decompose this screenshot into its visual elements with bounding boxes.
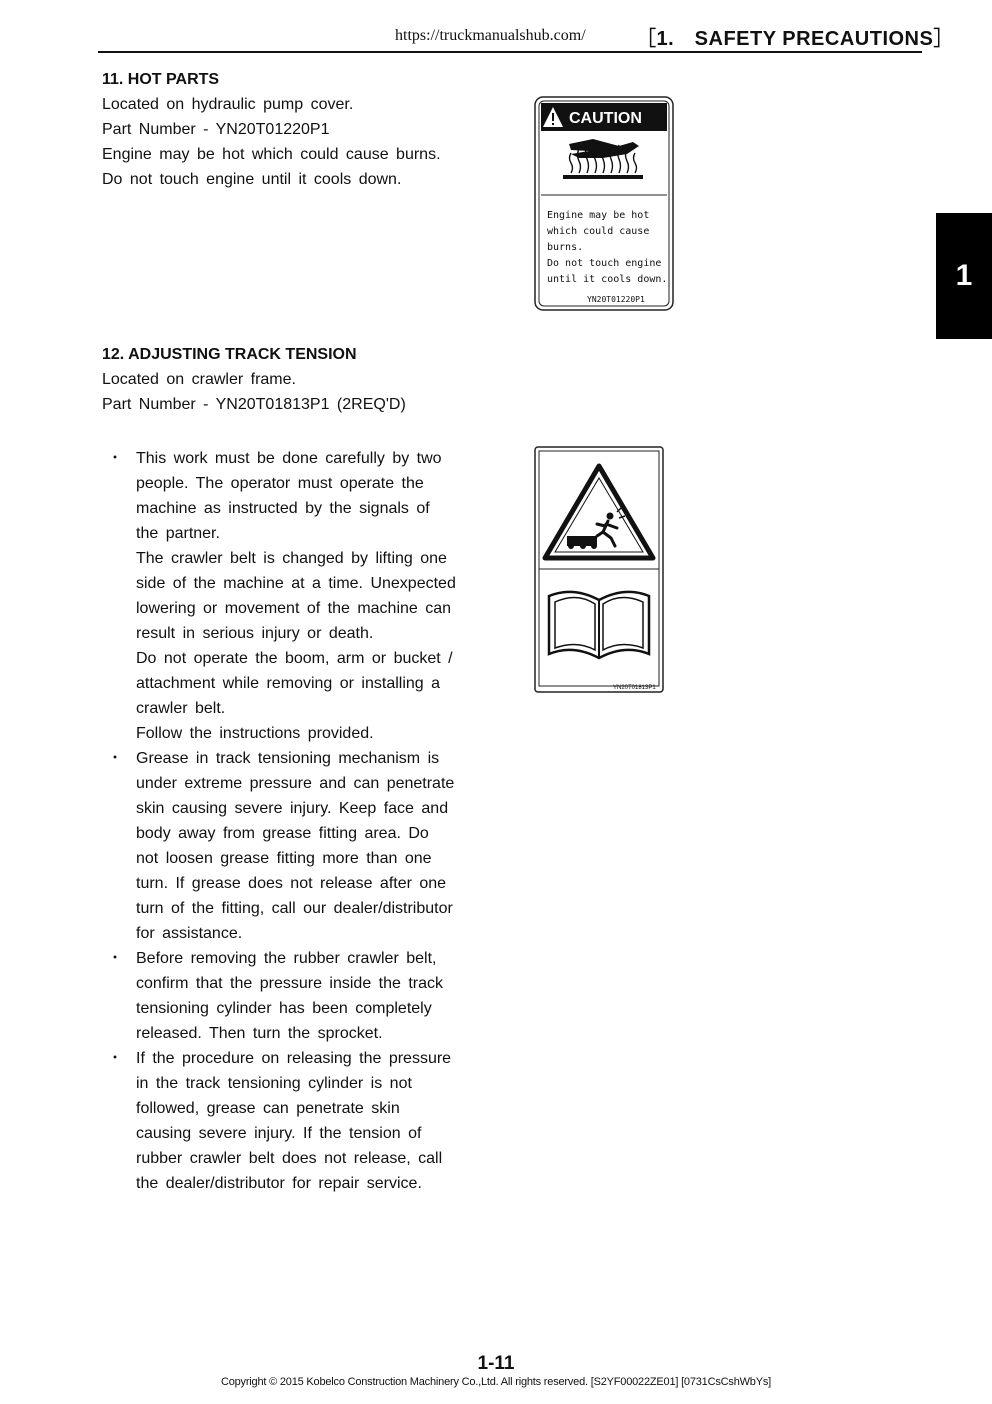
list-item-line: tensioning cylinder has been completely — [136, 1000, 432, 1017]
list-item-line: skin causing severe injury. Keep face and — [136, 800, 449, 817]
section-11-heading: 11. HOT PARTS — [102, 71, 220, 88]
label-part-number: YN20T01813P1 — [613, 685, 656, 691]
list-item-line: attachment while removing or installing a — [136, 675, 441, 692]
chapter-title: ［1. SAFETY PRECAUTIONS］ — [636, 28, 954, 50]
list-item-line: Follow the instructions provided. — [136, 725, 374, 742]
list-item-line: released. Then turn the sprocket. — [136, 1025, 383, 1042]
list-item-line: turn of the fitting, call our dealer/distributor — [136, 900, 453, 917]
list-item-line: lowering or movement of the machine can — [136, 600, 452, 617]
section-12-part-number: Part Number - YN20T01813P1 (2REQ'D) — [102, 396, 406, 413]
list-item-line: people. The operator must operate the — [136, 475, 424, 492]
label-text-line: which could cause — [547, 226, 650, 237]
section-11-instruction-text: Do not touch engine until it cools down. — [102, 171, 402, 188]
list-item-line: crawler belt. — [136, 700, 226, 717]
chapter-tab: 1 — [936, 213, 992, 339]
list-item-line: Do not operate the boom, arm or bucket / — [136, 650, 453, 667]
list-item — [102, 946, 482, 1046]
list-item — [102, 1046, 482, 1196]
list-item-line: for assistance. — [136, 925, 243, 942]
hot-parts-caution-label — [533, 96, 675, 312]
label-text-line: burns. — [547, 242, 584, 253]
header-url: https://truckmanualshub.com/ — [395, 27, 586, 44]
label-part-number: YN20T01220P1 — [587, 295, 645, 304]
track-tension-warning-label — [533, 446, 665, 694]
list-item-line: not loosen grease fitting more than one — [136, 850, 432, 867]
section-11-warning-text: Engine may be hot which could cause burns. — [102, 146, 441, 163]
bullet-marker: ・ — [107, 450, 124, 467]
list-item-line: in the track tensioning cylinder is not — [136, 1075, 412, 1092]
list-item-line: The crawler belt is changed by lifting one — [136, 550, 447, 567]
list-item-line: This work must be done carefully by two — [136, 450, 442, 467]
page-number: 1-11 — [477, 1353, 515, 1374]
section-11-location: Located on hydraulic pump cover. — [102, 96, 354, 113]
list-item-line: machine as instructed by the signals of — [136, 500, 430, 517]
label-text-line: Engine may be hot — [547, 210, 650, 221]
section-11-part-number: Part Number - YN20T01220P1 — [102, 121, 330, 138]
header-divider — [98, 51, 922, 53]
list-item-line: Before removing the rubber crawler belt, — [136, 950, 437, 967]
list-item-line: causing severe injury. If the tension of — [136, 1125, 422, 1142]
list-item-line: If the procedure on releasing the pressure — [136, 1050, 452, 1067]
list-item-line: Grease in track tensioning mechanism is — [136, 750, 440, 767]
caution-banner-text: CAUTION — [569, 110, 642, 127]
list-item-line: the dealer/distributor for repair service. — [136, 1175, 422, 1192]
list-item — [102, 446, 482, 746]
section-12-bullet-list — [102, 446, 482, 1196]
list-item-line: under extreme pressure and can penetrate — [136, 775, 455, 792]
manual-book-icon — [549, 592, 649, 658]
list-item-line: side of the machine at a time. Unexpected — [136, 575, 456, 592]
copyright-notice: Copyright © 2015 Kobelco Construction Machinery Co.,Ltd. All rights reserved. [S2YF00022ZE01] [0731CsCshWbYs] — [220, 1376, 772, 1388]
list-item-line: turn. If grease does not release after one — [136, 875, 447, 892]
list-item-line: body away from grease fitting area. Do — [136, 825, 429, 842]
list-item-line: confirm that the pressure inside the track — [136, 975, 444, 992]
bullet-marker: ・ — [107, 750, 124, 767]
label-text-line: Do not touch engine — [547, 258, 662, 269]
label-text-line: until it cools down. — [547, 274, 668, 285]
list-item-line: result in serious injury or death. — [136, 625, 374, 642]
list-item-line: followed, grease can penetrate skin — [136, 1100, 400, 1117]
list-item-line: the partner. — [136, 525, 220, 542]
list-item-line: rubber crawler belt does not release, call — [136, 1150, 443, 1167]
bullet-marker: ・ — [107, 950, 124, 967]
section-12-location: Located on crawler frame. — [102, 371, 296, 388]
section-12-heading: 12. ADJUSTING TRACK TENSION — [102, 346, 357, 363]
bullet-marker: ・ — [107, 1050, 124, 1067]
list-item — [102, 746, 482, 946]
